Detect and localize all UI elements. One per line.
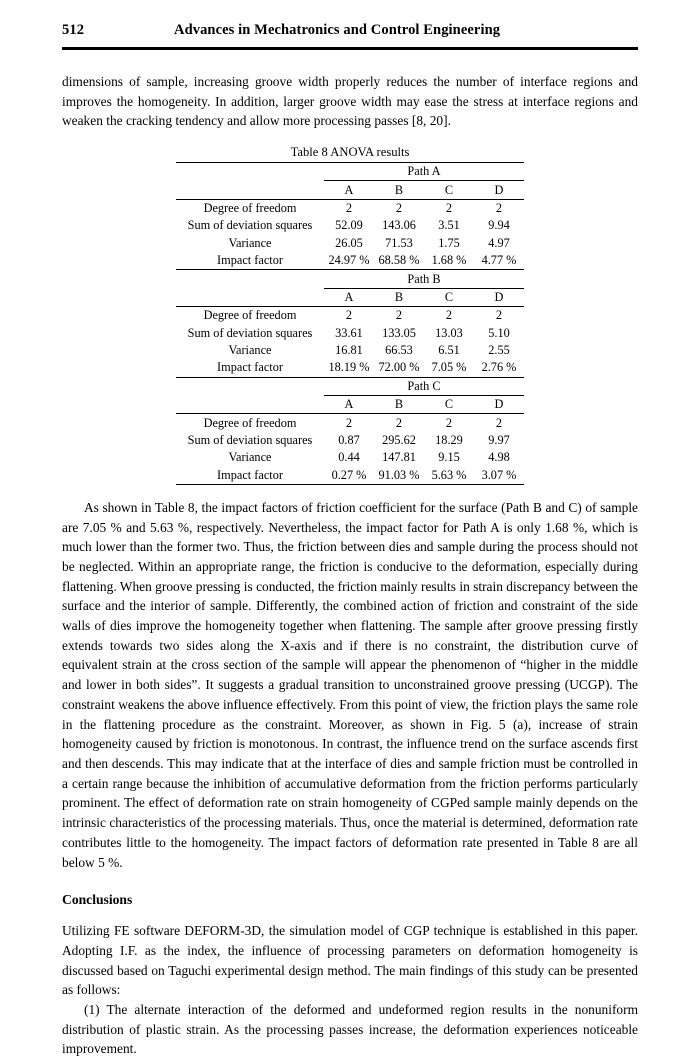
empty-corner-cell (176, 288, 324, 306)
cell: 3.07 % (474, 466, 524, 484)
column-header-d: D (474, 395, 524, 413)
cell: 2 (424, 199, 474, 217)
empty-corner-cell (176, 377, 324, 395)
cell: 2 (324, 199, 374, 217)
table-row (176, 324, 524, 341)
cell: 2 (324, 307, 374, 325)
cell: 9.94 (488, 218, 510, 233)
cell: 24.97 % (328, 253, 370, 268)
conclusions-heading: Conclusions (62, 892, 133, 908)
column-header-a: A (324, 288, 374, 306)
table-row (176, 252, 524, 270)
column-header-d: D (474, 181, 524, 199)
table-caption: Table 8 ANOVA results (290, 145, 410, 160)
cell: 2 (374, 307, 424, 325)
row-label-degree-of-freedom: Degree of freedom (176, 414, 324, 432)
anova-results-table (176, 162, 524, 485)
cell: 7.05 % (431, 360, 467, 375)
cell: 68.58 % (378, 253, 420, 268)
cell: 9.97 (488, 432, 510, 447)
cell: 71.53 (385, 235, 413, 250)
cell: 16.81 (335, 343, 363, 358)
column-header-c: C (424, 395, 474, 413)
cell: 3.51 (438, 218, 460, 233)
header-rule (62, 47, 638, 50)
table-row (176, 466, 524, 484)
cell: 91.03 % (374, 466, 424, 484)
table-row (176, 449, 524, 466)
cell: 9.15 (438, 450, 460, 465)
cell: 2.55 (488, 343, 510, 358)
table-row (176, 235, 524, 252)
cell: 4.98 (488, 450, 510, 465)
cell: 295.62 (382, 432, 416, 447)
cell: 2 (474, 414, 524, 432)
row-label-variance: Variance (228, 343, 272, 358)
section-name-path-c: Path C (324, 377, 524, 395)
paragraph-discussion: As shown in Table 8, the impact factors of friction coefficient for the surface (Path B and C) of sample are 7.05 % and 5.63 %, respectively. Nevertheless, the impact factor for Path A is only 1.68 %, which is much lower than the former two. Thus, the friction between dies and sample during the process should not be neglected. Within an appropriate range, the friction is conducive to the deformation, especially during flattening. When groove pressing is conducted, the friction mainly results in strain discrepancy between the surface and the interior of sample. Differently, the combined action of friction and constraint of the side walls of dies improve the homogeneity together when flattening. The sample after groove pressing firstly extends towards two sides along the X-axis and if there is no constraint, the distribution curve of equivalent strain at the cross section of the sample will appear the phenomenon of “higher in the middle and lower in both sides”. It suggests a gradual transition to unconstrained groove pressing (UCGP). The constraint weakens the above influence effectively. From this point of view, the friction plays the same role in the flattening procedure as the constraint. Moreover, as shown in Fig. 5 (a), increase of strain homogeneity caused by friction is monotonous. In contrast, the influence trend on the surface ascends first and then descends. This may indicate that at the interface of dies and sample friction must be controlled in a certain range because the inhibition of accumulative deformation from the friction performs particularly prominent. The effect of deformation rate on strain homogeneity of CGPed sample mainly depends on the intrinsic characteristics of the processing materials. Thus, once the material is determined, deformation rate contributes little to the homogeneity. The impact factors of deformation rate presented in Table 8 are all below 5 %. (62, 499, 638, 870)
row-label-degree-of-freedom: Degree of freedom (176, 199, 324, 217)
row-label-degree-of-freedom: Degree of freedom (176, 307, 324, 325)
table-column-header-row (176, 288, 524, 306)
cell: 2.76 % (481, 360, 517, 375)
column-header-a: A (324, 181, 374, 199)
empty-corner-cell (176, 163, 324, 181)
cell: 0.27 % (324, 466, 374, 484)
cell: 13.03 (435, 325, 463, 340)
column-header-b: B (374, 288, 424, 306)
cell: 66.53 (385, 343, 413, 358)
row-label-impact-factor: Impact factor (217, 360, 283, 375)
row-label-variance: Variance (228, 450, 272, 465)
column-header-a: A (324, 395, 374, 413)
cell: 1.68 % (431, 253, 467, 268)
table-row (176, 217, 524, 234)
column-header-d: D (474, 288, 524, 306)
table-section-header-row (176, 163, 524, 181)
cell: 2 (474, 199, 524, 217)
cell: 5.63 % (424, 466, 474, 484)
cell: 0.44 (338, 450, 360, 465)
cell: 4.77 % (481, 253, 517, 268)
column-header-b: B (374, 181, 424, 199)
row-label-sum-of-deviation-squares: Sum of deviation squares (187, 325, 313, 340)
column-header-c: C (424, 288, 474, 306)
cell: 147.81 (382, 450, 416, 465)
table-section-header-row (176, 270, 524, 288)
cell: 6.51 (438, 343, 460, 358)
cell: 2 (424, 307, 474, 325)
page-number: 512 (62, 22, 85, 38)
column-header-b: B (374, 395, 424, 413)
cell: 2 (324, 414, 374, 432)
empty-corner-cell (176, 181, 324, 199)
cell: 2 (374, 199, 424, 217)
column-header-c: C (424, 181, 474, 199)
cell: 52.09 (335, 218, 363, 233)
cell: 2 (374, 414, 424, 432)
empty-corner-cell (176, 270, 324, 288)
table-8-block (176, 145, 524, 485)
paragraph-intro: dimensions of sample, increasing groove width properly reduces the number of interface regions and improves the homogeneity. In addition, larger groove width may ease the stress at interface regions and weaken the cracking tendency and allow more processing passes [8, 20]. (62, 74, 638, 129)
table-row (176, 359, 524, 377)
empty-corner-cell (176, 395, 324, 413)
cell: 72.00 % (378, 360, 420, 375)
table-section-header-row (176, 377, 524, 395)
book-title: Advances in Mechatronics and Control Engineering (174, 22, 501, 38)
table-row (176, 307, 524, 325)
cell: 4.97 (488, 235, 510, 250)
cell: 5.10 (488, 325, 510, 340)
table-column-header-row (176, 395, 524, 413)
table-row (176, 342, 524, 359)
table-row (176, 432, 524, 449)
table-row (176, 414, 524, 432)
section-name-path-b: Path B (324, 270, 524, 288)
cell: 26.05 (335, 235, 363, 250)
cell: 0.87 (338, 432, 360, 447)
cell: 1.75 (438, 235, 460, 250)
cell: 18.29 (435, 432, 463, 447)
row-label-sum-of-deviation-squares: Sum of deviation squares (187, 218, 313, 233)
cell: 2 (474, 307, 524, 325)
running-header (62, 0, 638, 39)
row-label-sum-of-deviation-squares: Sum of deviation squares (187, 432, 313, 447)
table-column-header-row (176, 181, 524, 199)
table-row (176, 199, 524, 217)
cell: 133.05 (382, 325, 416, 340)
cell: 33.61 (335, 325, 363, 340)
cell: 143.06 (382, 218, 416, 233)
cell: 2 (424, 414, 474, 432)
paragraph-conclusion-item-1: (1) The alternate interaction of the deformed and undeformed region results in the nonuniform distribution of plastic strain. As the processing passes increase, the deformation experiences noticeable improvement. (62, 1002, 638, 1057)
row-label-impact-factor: Impact factor (217, 253, 283, 268)
row-label-impact-factor: Impact factor (176, 466, 324, 484)
section-name-path-a: Path A (324, 163, 524, 181)
row-label-variance: Variance (228, 235, 272, 250)
paragraph-conclusions-body: Utilizing FE software DEFORM-3D, the simulation model of CGP technique is established in this paper. Adopting I.F. as the index, the influence of processing parameters on deformation homogeneity is discussed based on Taguchi experimental design method. The main findings of this study can be presented as follows: (62, 923, 638, 998)
cell: 18.19 % (328, 360, 370, 375)
